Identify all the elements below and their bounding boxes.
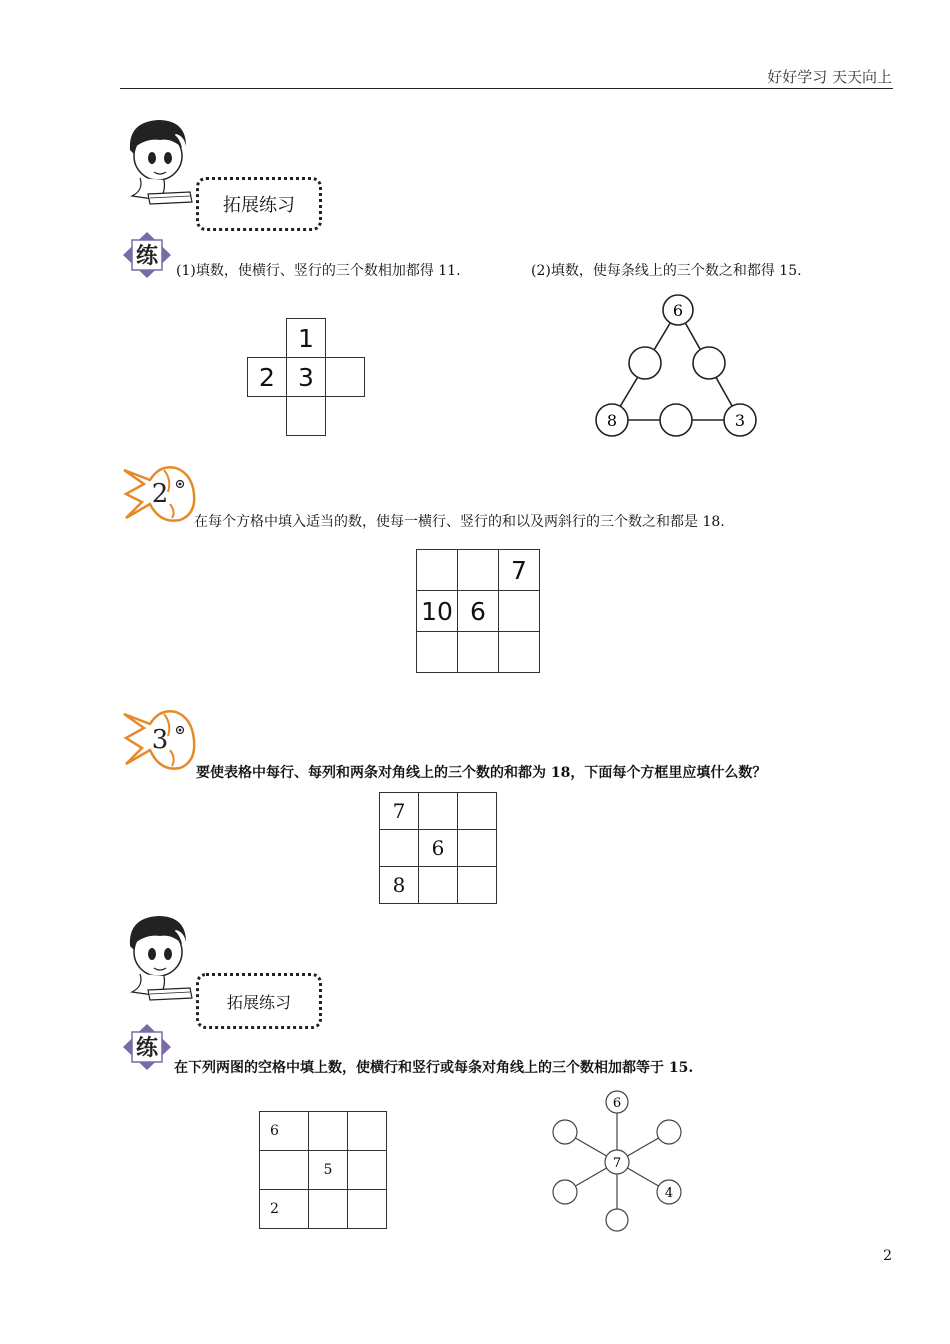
grid-cell [458,793,497,830]
grid-cell [348,1112,387,1151]
grid-cell [458,830,497,867]
practice-badge-label: 练 [135,243,159,269]
table-row [417,591,540,632]
cross-cell-top: 1 [286,318,326,358]
star-circle-upper-right [657,1120,681,1144]
question-2-grid [416,549,540,673]
grid-cell [458,867,497,904]
grid-cell: 10 [417,591,458,632]
question-1-part1-text: (1)填数，使横行、竖行的三个数相加都得 11. [176,263,461,279]
triangle-value-top: 6 [672,301,684,320]
star-circle-upper-left [553,1120,577,1144]
fish-badge-3-icon [120,704,198,774]
star-figure [540,1086,690,1236]
cross-cell-bottom [286,396,326,436]
fish-badge-2-number: 2 [151,479,169,509]
grid-cell [419,867,458,904]
grid-cell: 2 [260,1190,309,1229]
grid-cell: 6 [260,1112,309,1151]
question-1-part2-text: (2)填数，使每条线上的三个数之和都得 15. [531,263,802,279]
star-circle-lower-left [553,1180,577,1204]
question-4-grid [259,1111,387,1229]
grid-cell: 6 [419,830,458,867]
table-row [417,550,540,591]
practice-badge-icon [121,230,173,280]
triangle-circle-right-mid [693,347,725,379]
grid-cell [348,1151,387,1190]
grid-cell [499,632,540,673]
triangle-value-bottom-left: 8 [606,411,618,430]
grid-cell [419,793,458,830]
grid-cell: 6 [458,591,499,632]
practice-badge-icon [121,1022,173,1072]
star-value-top: 6 [612,1096,622,1111]
grid-cell [417,632,458,673]
grid-cell [458,632,499,673]
star-value-lower-right: 4 [664,1186,674,1201]
cross-cell-center: 3 [286,357,326,397]
question-2-text: 在每个方格中填入适当的数，使每一横行、竖行的和以及两斜行的三个数之和都是 18. [194,514,725,530]
grid-cell [380,830,419,867]
header-motto: 好好学习 天天向上 [767,68,892,86]
table-row [260,1112,387,1151]
triangle-circle-left-mid [629,347,661,379]
grid-cell: 8 [380,867,419,904]
grid-cell [348,1190,387,1229]
star-circle-bottom [606,1209,628,1231]
cross-cell-left: 2 [247,357,287,397]
triangle-circle-bottom-mid [660,404,692,436]
grid-cell [260,1151,309,1190]
question-3-grid [379,792,497,904]
table-row [380,867,497,904]
header-rule [120,88,893,89]
table-row [380,793,497,830]
practice-badge-label: 练 [135,1035,159,1061]
question-4-text: 在下列两图的空格中填上数，使横行和竖行或每条对角线上的三个数相加都等于 15. [174,1060,694,1076]
cross-cell-right [325,357,365,397]
triangle-figure [590,290,766,442]
triangle-value-bottom-right: 3 [734,411,746,430]
fish-badge-3-number: 3 [151,725,169,755]
section-title-box [196,973,322,1029]
star-value-center: 7 [612,1156,622,1171]
section-title-box [196,177,322,231]
grid-cell: 7 [380,793,419,830]
grid-cell [417,550,458,591]
section-title: 拓展练习 [226,992,291,1012]
boy-reading-icon [120,116,196,208]
table-row [260,1190,387,1229]
boy-reading-icon [120,912,196,1004]
grid-cell: 7 [499,550,540,591]
grid-cell: 5 [309,1151,348,1190]
page-number: 2 [883,1248,892,1264]
table-row [260,1151,387,1190]
grid-cell [499,591,540,632]
fish-badge-2-icon [120,460,198,526]
question-3-text: 要使表格中每行、每列和两条对角线上的三个数的和都为 18，下面每个方框里应填什么数？ [196,765,767,781]
table-row [417,632,540,673]
section-title: 拓展练习 [223,195,295,216]
grid-cell [458,550,499,591]
grid-cell [309,1190,348,1229]
grid-cell [309,1112,348,1151]
table-row [380,830,497,867]
